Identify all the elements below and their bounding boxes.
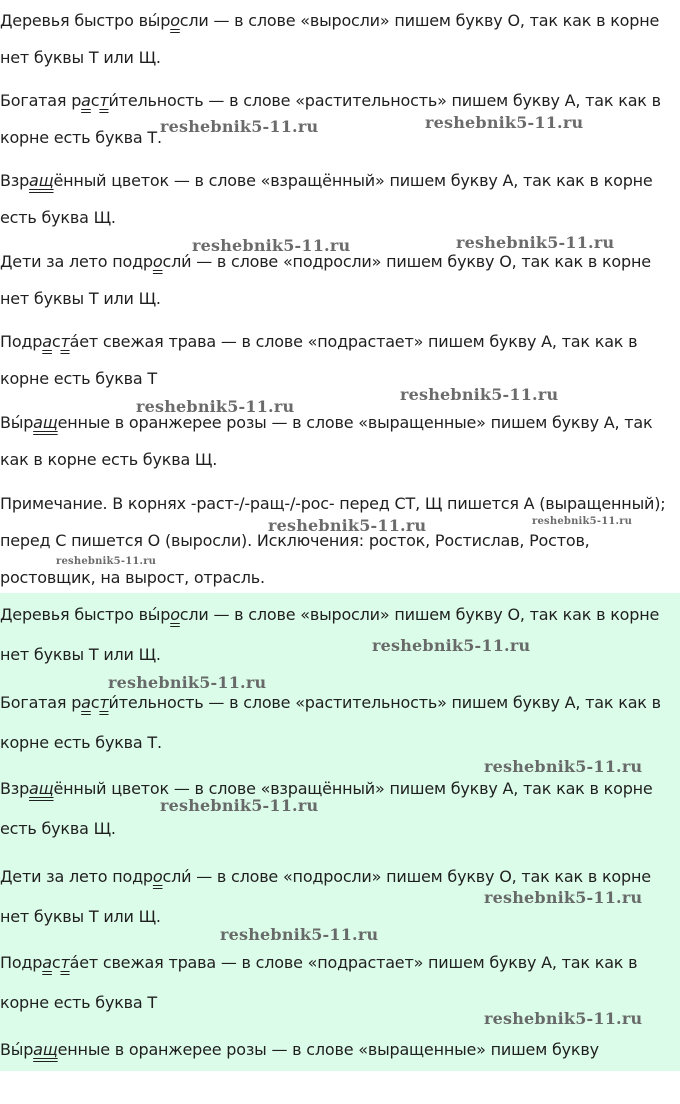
root-letters: а [81,91,91,110]
paragraph [0,404,680,478]
text-run: Примечание. В корнях -раст-/-ращ-/-рос- перед СТ, Щ пишется А (выращенный); перед С пишется О (выросли). Исключения: росток, Ростислав, Ростов, ростовщик, на вырост, отрасль. [0,494,671,587]
paragraph [0,323,680,397]
root-letters: а [42,953,52,972]
root-letters: ащ [33,413,58,432]
text-run: Вы́р [0,413,34,432]
paragraph [0,1030,680,1070]
root-letters: т [60,953,70,972]
text-run: Деревья быстро вы́р [0,605,171,624]
text-run: сли — в слове «выросли» пишем букву О, так как в корне нет буквы Т или Щ. [0,11,665,67]
text-run: с [90,693,100,712]
watermark: reshebnik5-11.ru [484,888,643,907]
paragraph [0,769,680,849]
root-letters: о [170,11,180,30]
text-run: Вы́р [0,1040,34,1059]
text-run: Деревья быстро вы́р [0,11,171,30]
watermark: reshebnik5-11.ru [456,233,615,252]
text-run: а́ет свежая трава — в слове «подрастает» пишем букву А, так как в корне есть буква Т [0,953,643,1012]
text-run: енные в оранжерее розы — в слове «выращенные» пишем букву [57,1040,599,1059]
root-letters: ащ [29,779,54,798]
text-run: Богатая р [0,693,82,712]
watermark: reshebnik5-11.ru [136,397,295,416]
text-run: енные в оранжерее розы — в слове «выращенные» пишем букву А, так как в корне есть буква Щ. [0,413,658,469]
root-letters: о [152,252,163,271]
text-run: и́тельность — в слове «растительность» пишем букву А, так как в корне есть буква Т. [0,693,666,752]
watermark: reshebnik5-11.ru [400,385,559,404]
paragraph [0,162,680,236]
watermark: reshebnik5-11.ru [192,236,351,255]
watermark: reshebnik5-11.ru [532,516,633,527]
text-run: Взр [0,779,30,798]
watermark: reshebnik5-11.ru [56,556,157,567]
text-run: Подр [0,953,43,972]
text-run: сли — в слове «выросли» пишем букву О, так как в корне нет буквы Т или Щ. [0,605,665,664]
note-paragraph [0,485,680,596]
text-run: с [90,91,100,110]
watermark: reshebnik5-11.ru [372,636,531,655]
root-letters: т [99,693,109,712]
text-run: с [51,332,61,351]
watermark: reshebnik5-11.ru [484,757,643,776]
text-run: ённый цветок — в слове «взращённый» пишем букву А, так как в корне есть буква Щ. [0,171,658,227]
watermark: reshebnik5-11.ru [160,117,319,136]
root-letters: т [60,332,70,351]
text-run: сли́ — в слове «подросли» пишем букву О, так как в корне нет буквы Т или Щ. [0,867,656,926]
root-letters: а [42,332,52,351]
root-letters: о [152,867,163,886]
watermark: reshebnik5-11.ru [108,673,267,692]
text-run: Богатая р [0,91,82,110]
paragraph [0,2,680,76]
text-run: Дети за лето подр [0,867,153,886]
paragraph [0,683,680,763]
paragraph [0,595,680,675]
text-run: с [51,953,61,972]
root-letters: а [81,693,91,712]
watermark: reshebnik5-11.ru [160,796,319,815]
text-run: и́тельность — в слове «растительность» пишем букву А, так как в корне есть буква Т. [0,91,666,147]
root-letters: ащ [33,1040,58,1059]
root-letters: т [99,91,109,110]
root-letters: о [170,605,180,624]
text-run: Дети за лето подр [0,252,153,271]
text-run: а́ет свежая трава — в слове «подрастает» пишем букву А, так как в корне есть буква Т [0,332,643,388]
watermark: reshebnik5-11.ru [484,1009,643,1028]
root-letters: ащ [29,171,54,190]
watermark: reshebnik5-11.ru [425,113,584,132]
text-run: Подр [0,332,43,351]
watermark: reshebnik5-11.ru [220,925,379,944]
watermark: reshebnik5-11.ru [268,516,427,535]
text-run: Взр [0,171,30,190]
text-run: ённый цветок — в слове «взращённый» пишем букву А, так как в корне есть буква Щ. [0,779,658,838]
text-run: сли́ — в слове «подросли» пишем букву О, так как в корне нет буквы Т или Щ. [0,252,656,308]
